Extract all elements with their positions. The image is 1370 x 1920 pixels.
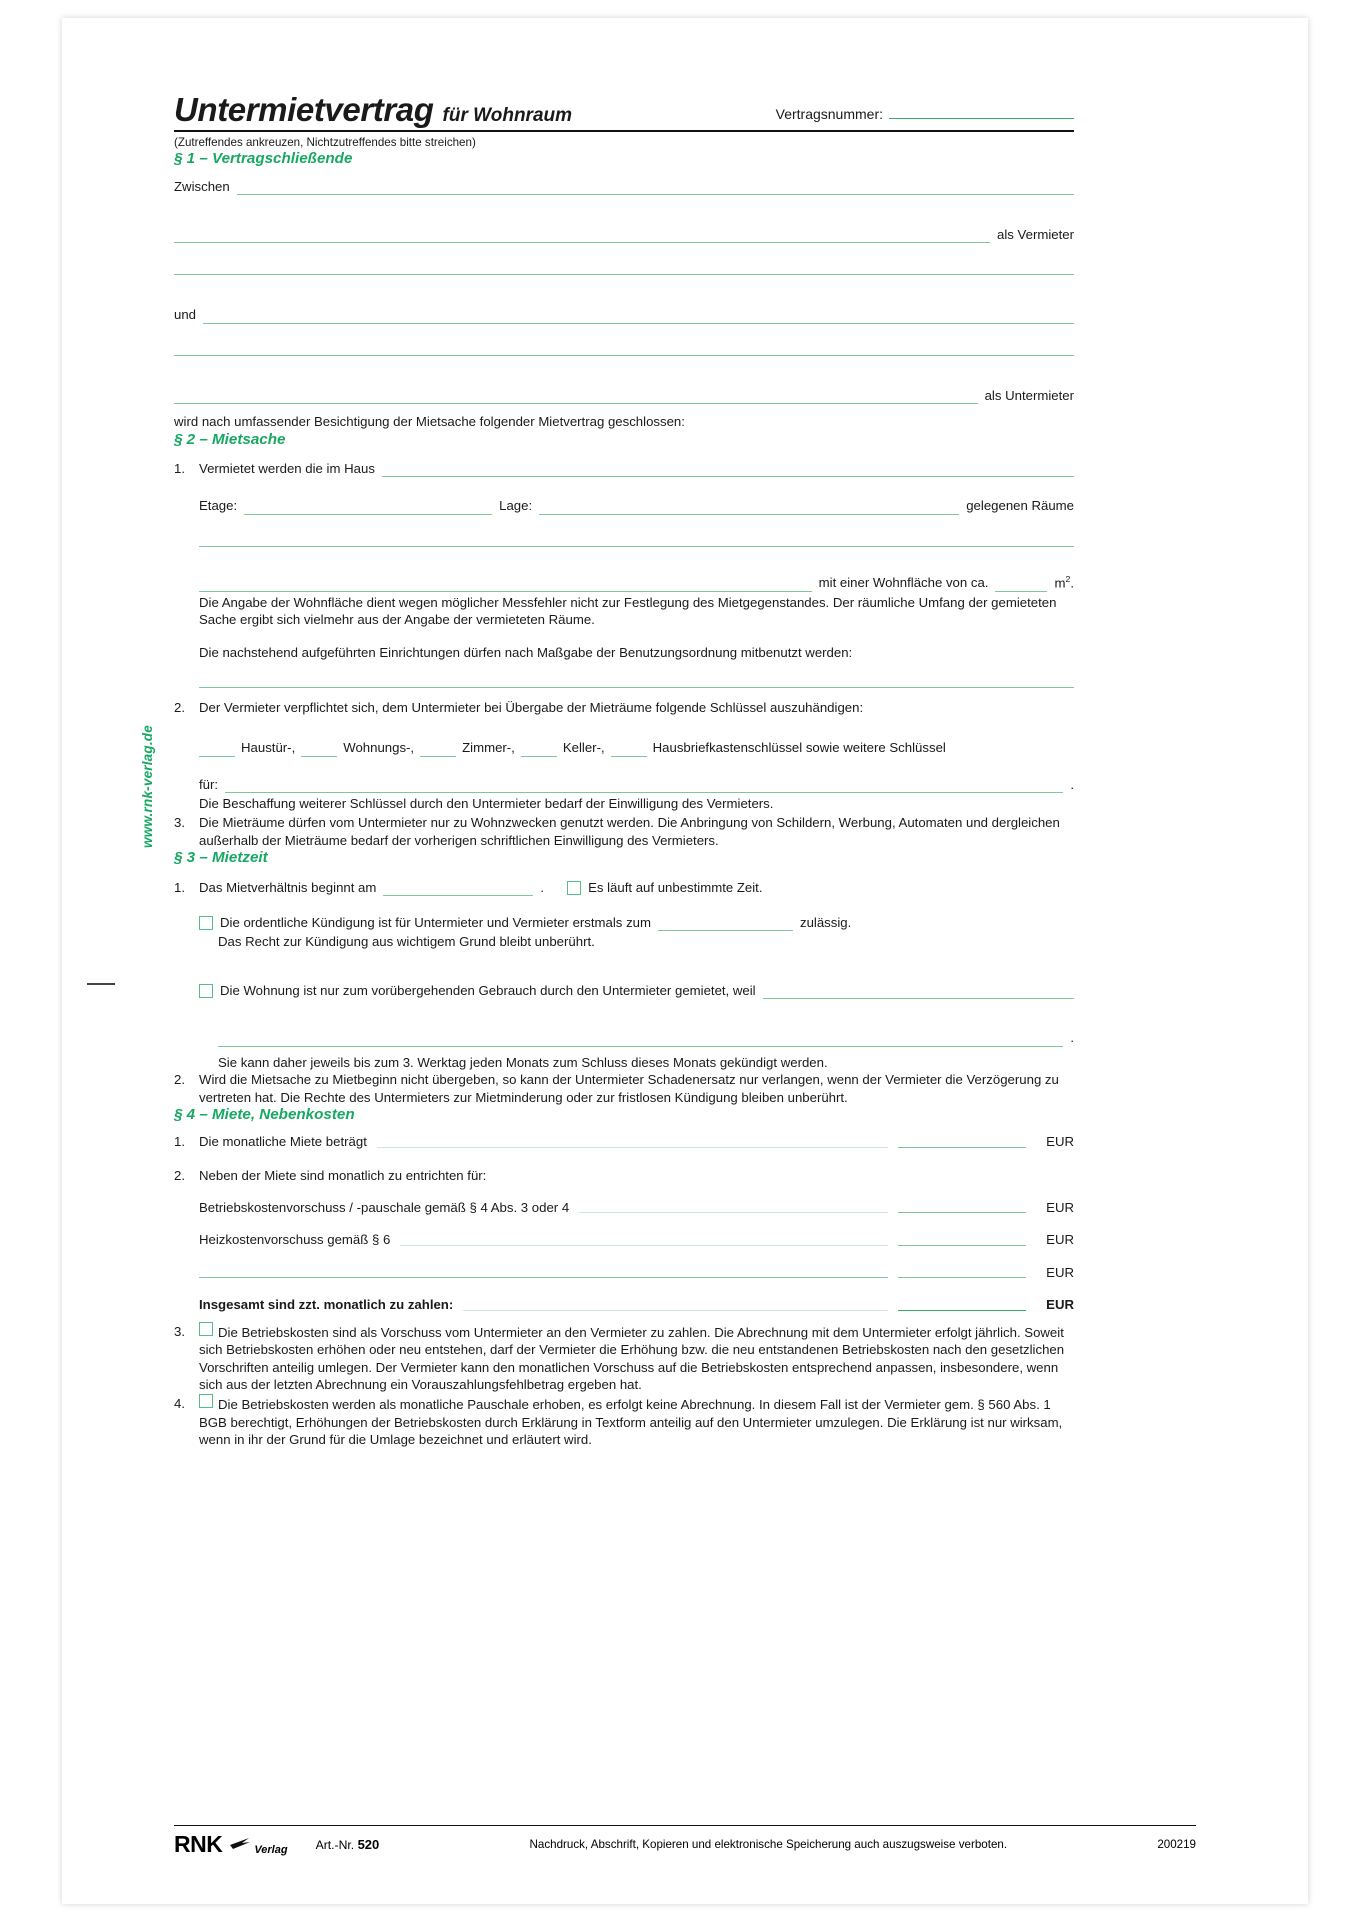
s2-item-3 [174, 814, 1074, 849]
s4-item-2-number: 2. [174, 1167, 185, 1183]
key-count-wohnungs-input[interactable] [301, 756, 337, 757]
contract-number-input[interactable] [889, 105, 1074, 119]
publisher-website-vertical: www.rnk-verlag.de [140, 725, 155, 848]
house-label: Vermietet werden die im Haus [199, 460, 375, 476]
swoosh-icon [229, 1836, 251, 1853]
subtenant-name-input-2[interactable] [174, 355, 1074, 356]
area-unit: $m^2$. [1054, 573, 1074, 591]
subtenant-row-2 [174, 355, 1074, 356]
s3-item-2-number: 2. [174, 1072, 185, 1088]
s2-item-2-number: 2. [174, 699, 185, 715]
house-row [199, 460, 1074, 477]
keys-for-period: . [1070, 776, 1074, 792]
keys-for-input[interactable] [225, 792, 1063, 793]
s4-item-4 [174, 1395, 1074, 1448]
s4-item-4-number: 4. [174, 1396, 185, 1412]
floor-input[interactable] [244, 514, 492, 515]
key-label-tail: Hausbriefkastenschlüssel sowie weitere Schlüssel [652, 740, 946, 756]
form-content [174, 93, 1074, 1449]
monthly-rent-label: Die monatliche Miete beträgt [199, 1134, 367, 1150]
location-label: Lage: [499, 498, 533, 514]
keys-wrap [199, 739, 1074, 812]
section-heading-1: § 1 – Vertragschließende [174, 150, 353, 168]
temporary-use-period: . [1070, 1030, 1074, 1046]
facilities-row [199, 687, 1074, 688]
floor-location-row [199, 497, 1074, 514]
form-instruction: (Zutreffendes ankreuzen, Nichtzutreffendes bitte streichen) [174, 136, 476, 149]
document-footer [174, 1825, 1196, 1856]
temporary-use-reason-input-2[interactable] [218, 1046, 1063, 1047]
s4-item-3 [174, 1323, 1074, 1394]
publisher-name: RNK [174, 1831, 223, 1857]
s2-item-1 [174, 460, 1074, 477]
cost-rows [199, 1199, 1074, 1314]
start-date-label: Das Mietverhältnis beginnt am [199, 879, 377, 895]
checkbox-operating-costs-advance[interactable] [199, 1322, 213, 1336]
s4-item-1-number: 1. [174, 1134, 185, 1150]
keys-handover-text: Der Vermieter verpflichtet sich, dem Untermieter bei Übergabe der Mieträume folgende Schlüssel auszuhändigen: [199, 699, 864, 715]
copyright-notice: Nachdruck, Abschrift, Kopieren und elektronische Speicherung auch auszugsweise verboten. [529, 1838, 1008, 1851]
cost-row-other [199, 1264, 1074, 1281]
s4-item-2 [174, 1167, 1074, 1184]
keys-for-row [199, 776, 1074, 793]
termination-block [199, 914, 1074, 1071]
document-code: 200219 [1157, 1838, 1196, 1851]
operating-costs-advance-text: Die Betriebskosten sind als Vorschuss vom Untermieter an den Vermieter zu zahlen. Die Abrechnung mit dem Untermieter erfolgt jährlich. Soweit sich Betriebskosten erhöhen oder neu entstehen, darf der Vermieter die Erhöhung bzw. die neu entstandenen Betriebskosten nach den gesetzlichen Vorschriften anteilig umlegen. Der Vermieter kann den monatlichen Vorschuss auf die Betriebskosten entsprechend anpassen, insbesondere, wenn sich aus der letzten Abrechnung ein Vorauszahlungsfehlbetrag ergeben hat. [199, 1324, 1065, 1392]
checkbox-ordinary-termination[interactable] [199, 916, 213, 930]
rooms-input-2[interactable] [199, 546, 1074, 547]
start-date-row [199, 879, 1074, 896]
keys-procurement-note: Die Beschaffung weiterer Schlüssel durch den Untermieter bedarf der Einwilligung des Vermieters. [199, 796, 774, 812]
key-count-haustuer-input[interactable] [199, 756, 235, 757]
cost-row-operating [199, 1199, 1074, 1216]
page-subtitle: für Wohnraum [442, 105, 573, 126]
rooms-input-3[interactable] [199, 591, 812, 592]
and-row [174, 306, 1074, 323]
cost-leader-operating [579, 1212, 888, 1213]
s2-item-2 [174, 699, 1074, 716]
total-row [199, 1296, 1074, 1313]
s3-item-1 [174, 879, 1074, 896]
cost-amount-operating-input[interactable] [898, 1212, 1026, 1213]
key-label-haustuer: Haustür-, [241, 740, 296, 756]
footer-rule [174, 1825, 1196, 1826]
start-date-input[interactable] [383, 895, 533, 896]
key-label-keller: Keller-, [562, 740, 605, 756]
page-title: Untermietvertrag [174, 91, 434, 128]
total-amount-input[interactable] [898, 1310, 1026, 1311]
monthly-rent-row [199, 1133, 1074, 1150]
keys-for-label: für: [199, 776, 219, 792]
section-heading-3: § 3 – Mietzeit [174, 849, 268, 867]
landlord-name-input-2[interactable] [174, 242, 990, 243]
termination-date-input[interactable] [658, 930, 793, 931]
contract-number-field[interactable] [776, 105, 1074, 126]
subtenant-row-3 [174, 387, 1074, 404]
cost-leader-heating [400, 1245, 888, 1246]
as-subtenant-label: als Untermieter [984, 387, 1074, 403]
key-count-zimmer-input[interactable] [420, 756, 456, 757]
monthly-rent-amount-input[interactable] [898, 1147, 1026, 1148]
title-block [174, 93, 572, 126]
temporary-use-reason-input-1[interactable] [763, 998, 1074, 999]
area-label: mit einer Wohnfläche von ca. [818, 575, 989, 591]
floor-label: Etage: [199, 498, 238, 514]
cost-label-other-input[interactable] [199, 1277, 888, 1278]
floor-location-row-wrap [199, 497, 1074, 688]
indefinite-term-label: Es läuft auf unbestimmte Zeit. [588, 879, 763, 895]
s4-item-1 [174, 1133, 1074, 1150]
rooms-label: gelegenen Räume [966, 498, 1074, 514]
total-leader [463, 1310, 888, 1311]
temporary-use-row-2 [218, 1029, 1074, 1046]
cost-label-operating: Betriebskostenvorschuss / -pauschale gemäß § 4 Abs. 3 oder 4 [199, 1200, 570, 1216]
temporary-use-note: Sie kann daher jeweils bis zum 3. Werktag jeden Monats zum Schluss dieses Monats gekündigt werden. [218, 1054, 828, 1070]
cost-currency-heating: EUR [1046, 1232, 1074, 1248]
key-count-keller-input[interactable] [521, 756, 557, 757]
cost-amount-heating-input[interactable] [898, 1245, 1026, 1246]
cost-label-heating: Heizkostenvorschuss gemäß § 6 [199, 1232, 391, 1248]
header-rule [174, 130, 1074, 132]
area-disclaimer: Die Angabe der Wohnfläche dient wegen möglicher Messfehler nicht zur Festlegung des Mietgegenstandes. Der räumliche Umfang der gemieteten Sache ergibt sich vielmehr aus der Angabe der vermieteten Räume. [199, 594, 1057, 627]
landlord-name-input-1[interactable] [237, 194, 1074, 195]
article-number [316, 1837, 380, 1852]
article-number-value: 520 [357, 1837, 380, 1852]
termination-row [199, 914, 1074, 931]
contract-closing-text: wird nach umfassender Besichtigung der Mietsache folgender Mietvertrag geschlossen: [174, 414, 685, 430]
key-label-wohnungs: Wohnungs-, [343, 740, 415, 756]
section-heading-4: § 4 – Miete, Nebenkosten [174, 1105, 355, 1123]
key-label-zimmer: Zimmer-, [462, 740, 515, 756]
s2-item-3-number: 3. [174, 815, 185, 831]
between-label: Zwischen [174, 178, 230, 194]
s2-item-1-number: 1. [174, 460, 185, 476]
article-number-label: Art.-Nr. [315, 1838, 355, 1852]
subtenant-name-input-3[interactable] [174, 403, 978, 404]
start-date-period: . [540, 879, 545, 895]
temporary-use-label: Die Wohnung ist nur zum vorübergehenden Gebrauch durch den Untermieter gemietet, weil [220, 982, 756, 998]
and-label: und [174, 307, 197, 323]
area-value-input[interactable] [995, 591, 1047, 592]
landlord-row-2 [174, 226, 1074, 243]
total-label: Insgesamt sind zzt. monatlich zu zahlen: [199, 1297, 454, 1313]
publisher-logo [174, 1833, 288, 1856]
section-heading-2: § 2 – Mietsache [174, 430, 286, 448]
checkbox-temporary-use[interactable] [199, 984, 213, 998]
area-row [199, 574, 1074, 592]
usage-restriction-text: Die Mieträume dürfen vom Untermieter nur zu Wohnzwecken genutzt werden. Die Anbringung von Schildern, Werbung, Automaten und dergleichen außerhalb der Mieträume bedarf der vorherigen schriftlichen Einwilligung des Vermieters. [199, 815, 1060, 848]
cost-amount-other-input[interactable] [898, 1277, 1026, 1278]
monthly-rent-currency: EUR [1046, 1134, 1074, 1150]
form-sheet [62, 18, 1308, 1904]
temporary-use-row [199, 982, 1074, 999]
operating-costs-flatrate-text: Die Betriebskosten werden als monatliche Pauschale erhoben, es erfolgt keine Abrechnung. In diesem Fall ist der Vermieter gem. § 560 Abs. 1 BGB berechtigt, Erhöhungen der Betriebskosten durch Erklärung in Textform anteilig auf den Untermieter umzulegen. Die Erklärung ist nur wirksam, wenn in ihr der Grund für die Umlage bezeichnet und erläutert wird. [199, 1397, 1063, 1448]
between-row [174, 178, 1074, 195]
subtenant-name-input-1[interactable] [203, 323, 1074, 324]
document-header [174, 93, 1074, 126]
landlord-row-3 [174, 274, 1074, 275]
contract-number-label: Vertragsnummer: [775, 105, 883, 122]
monthly-rent-leader [377, 1147, 888, 1148]
termination-note: Das Recht zur Kündigung aus wichtigem Grund bleibt unberührt. [218, 934, 595, 950]
publisher-suffix: Verlag [254, 1844, 288, 1856]
rooms-row-2 [199, 546, 1074, 547]
as-landlord-label: als Vermieter [997, 226, 1074, 242]
s4-item-3-number: 3. [174, 1323, 185, 1339]
s3-item-1-number: 1. [174, 879, 185, 895]
key-count-briefkasten-input[interactable] [611, 756, 647, 757]
checkbox-operating-costs-flatrate[interactable] [199, 1394, 213, 1408]
cost-currency-operating: EUR [1046, 1200, 1074, 1216]
cost-row-heating [199, 1231, 1074, 1248]
cost-currency-other: EUR [1046, 1264, 1074, 1280]
termination-label: Die ordentliche Kündigung ist für Untermieter und Vermieter erstmals zum [220, 914, 651, 930]
facilities-input[interactable] [199, 687, 1074, 688]
total-currency: EUR [1046, 1297, 1074, 1313]
termination-tail: zulässig. [799, 914, 852, 930]
area-unit-exponent: 2 [1065, 573, 1071, 584]
landlord-name-input-3[interactable] [174, 274, 1074, 275]
side-dash-mark [87, 983, 115, 985]
delayed-handover-text: Wird die Mietsache zu Mietbeginn nicht übergeben, so kann der Untermieter Schadenersatz nur verlangen, wenn der Vermieter die Verzögerung zu vertreten hat. Die Rechte des Untermieters zur Mietminderung oder zur fristlosen Kündigung bleiben unberührt. [199, 1072, 1059, 1105]
keys-row [199, 739, 1074, 756]
additional-costs-label: Neben der Miete sind monatlich zu entrichten für: [199, 1167, 487, 1183]
checkbox-indefinite-term[interactable] [567, 881, 581, 895]
location-input[interactable] [539, 514, 959, 515]
s3-item-2 [174, 1071, 1074, 1106]
house-address-input[interactable] [382, 476, 1074, 477]
facilities-note: Die nachstehend aufgeführten Einrichtungen dürfen nach Maßgabe der Benutzungsordnung mitbenutzt werden: [199, 645, 853, 661]
